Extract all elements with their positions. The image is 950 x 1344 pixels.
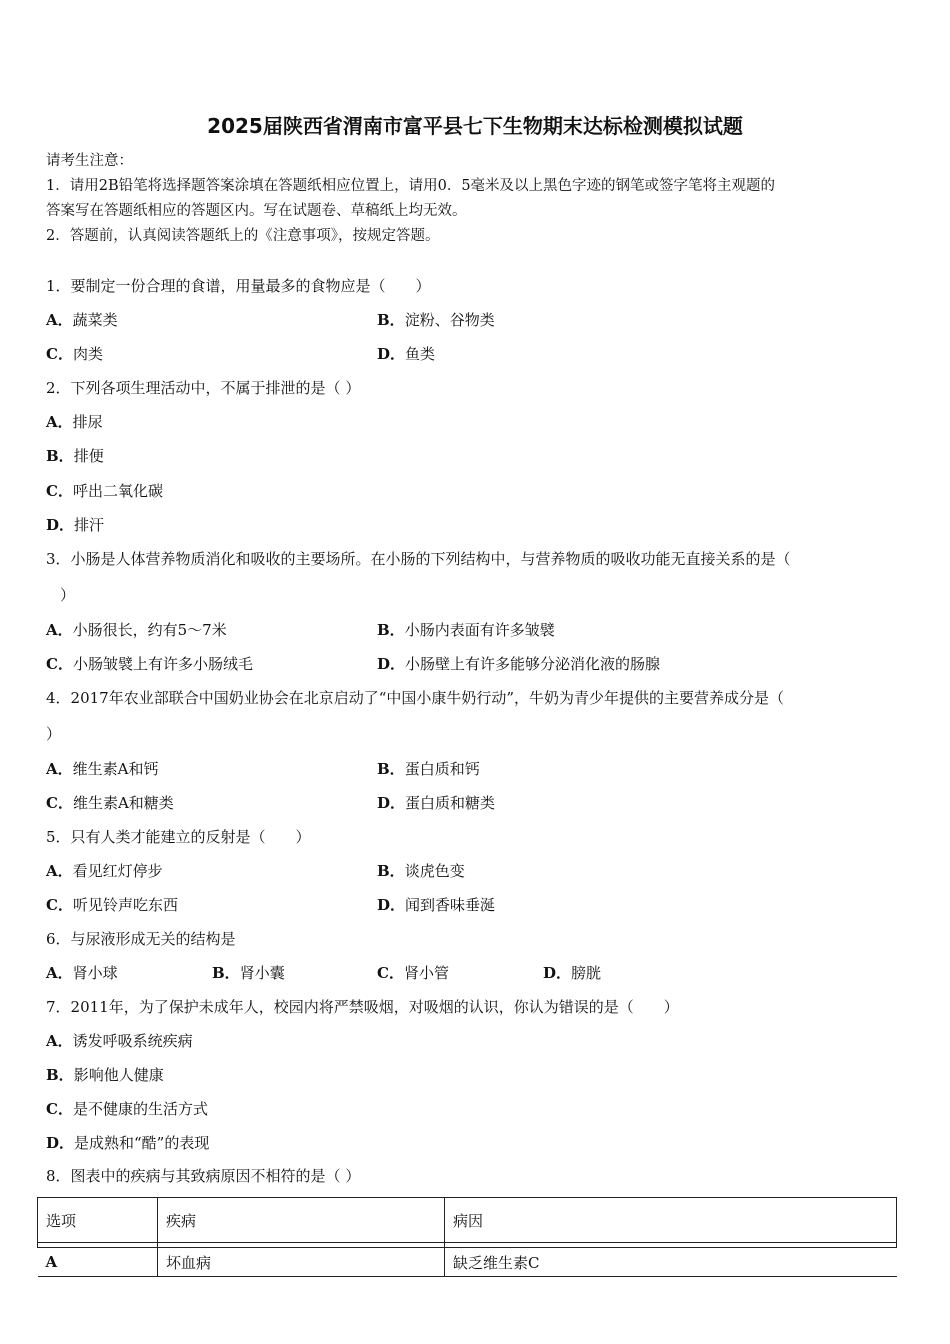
table-cell: 坏血病 <box>158 1248 445 1277</box>
option: D．闻到香味垂涎 <box>377 896 496 914</box>
notice-line: 答案写在答题纸相应的答题区内。写在试题卷、草稿纸上均无效。 <box>46 203 467 219</box>
question-stem-cont: ） <box>60 586 76 604</box>
table-header-row <box>38 1198 897 1243</box>
option: C．是不健康的生活方式 <box>46 1100 208 1118</box>
option: D．鱼类 <box>377 345 436 363</box>
page-title: 2025届陕西省渭南市富平县七下生物期末达标检测模拟试题 <box>207 114 743 138</box>
option: D．小肠壁上有许多能够分泌消化液的肠腺 <box>377 655 661 673</box>
table-header-cell: 疾病 <box>158 1198 445 1243</box>
question-stem: 1．要制定一份合理的食谱，用量最多的食物应是（ ） <box>46 277 431 295</box>
question-stem: 6．与尿液形成无关的结构是 <box>46 930 236 948</box>
option: C．呼出二氧化碳 <box>46 482 163 500</box>
table-cell: 缺乏维生素C <box>445 1248 897 1277</box>
table-header-cell: 选项 <box>38 1198 158 1243</box>
option: A．排尿 <box>46 413 103 431</box>
notice-line: 2．答题前，认真阅读答题纸上的《注意事项》，按规定答题。 <box>46 228 440 244</box>
table-row <box>38 1248 897 1277</box>
option: A．看见红灯停步 <box>46 862 163 880</box>
option: B．排便 <box>46 447 104 465</box>
option: D．排汗 <box>46 516 105 534</box>
option: C．肉类 <box>46 345 103 363</box>
option: B．小肠内表面有许多皱襞 <box>377 621 555 639</box>
option: A．蔬菜类 <box>46 311 118 329</box>
option: D．膀胱 <box>543 964 602 982</box>
table-cell: A <box>38 1248 158 1277</box>
option: A．肾小球 <box>46 964 118 982</box>
question-stem: 8．图表中的疾病与其致病原因不相符的是（ ） <box>46 1167 361 1185</box>
option: D．是成熟和“酷”的表现 <box>46 1134 210 1152</box>
option: A．小肠很长，约有5～7米 <box>46 621 227 639</box>
question-stem: 7．2011年，为了保护未成年人，校园内将严禁吸烟，对吸烟的认识，你认为错误的是（ ） <box>46 998 679 1016</box>
option: C．维生素A和糖类 <box>46 794 174 812</box>
disease-table <box>37 1197 897 1277</box>
option: B．蛋白质和钙 <box>377 760 480 778</box>
option: B．影响他人健康 <box>46 1066 164 1084</box>
option: B．肾小囊 <box>212 964 285 982</box>
question-stem-cont: ） <box>46 725 62 743</box>
option: C．肾小管 <box>377 964 449 982</box>
notice-heading: 请考生注意： <box>46 153 133 169</box>
option: B．谈虎色变 <box>377 862 465 880</box>
option: C．小肠皱襞上有许多小肠绒毛 <box>46 655 253 673</box>
question-stem: 4．2017年农业部联合中国奶业协会在北京启动了“中国小康牛奶行动”，牛奶为青少年提供的主要营养成分是（ <box>46 689 785 707</box>
question-stem: 5．只有人类才能建立的反射是（ ） <box>46 828 311 846</box>
option: A．维生素A和钙 <box>46 760 159 778</box>
option: A．诱发呼吸系统疾病 <box>46 1032 193 1050</box>
question-stem: 2．下列各项生理活动中，不属于排泄的是（ ） <box>46 379 361 397</box>
option: B．淀粉、谷物类 <box>377 311 495 329</box>
question-stem: 3．小肠是人体营养物质消化和吸收的主要场所。在小肠的下列结构中，与营养物质的吸收功能无直接关系的是（ <box>46 550 791 568</box>
option: C．听见铃声吃东西 <box>46 896 178 914</box>
table-header-cell: 病因 <box>445 1198 897 1243</box>
notice-line: 1．请用2B铅笔将选择题答案涂填在答题纸相应位置上，请用0．5毫米及以上黑色字迹的钢笔或签字笔将主观题的 <box>46 178 776 194</box>
option: D．蛋白质和糖类 <box>377 794 496 812</box>
